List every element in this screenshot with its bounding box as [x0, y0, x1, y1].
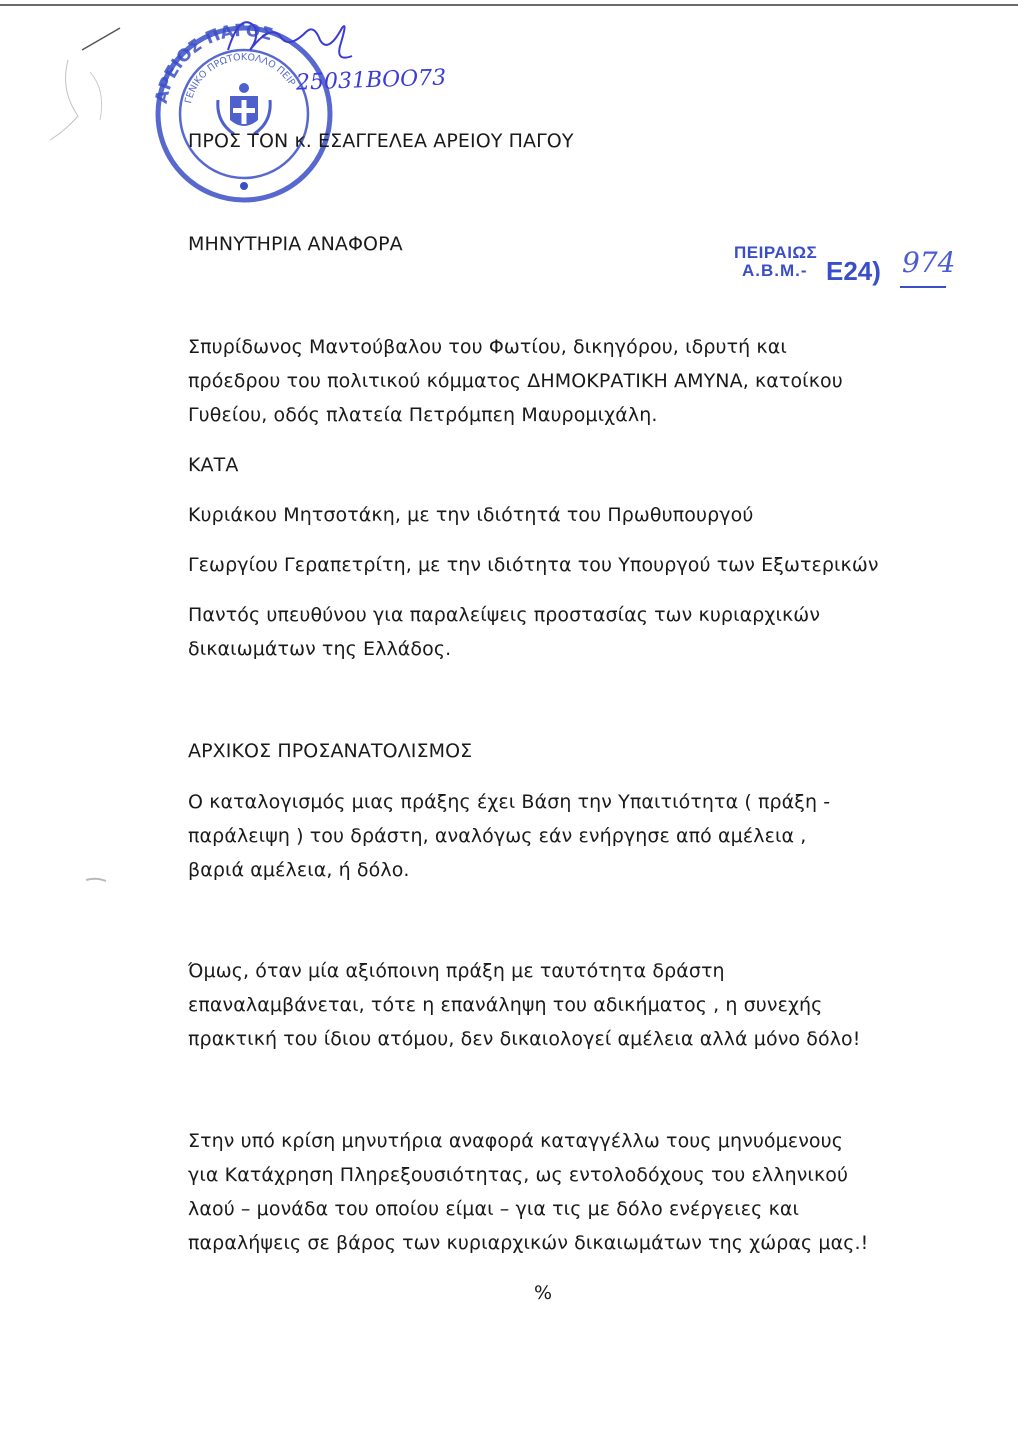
defendant-3-line: Παντός υπευθύνου για παραλείψεις προστασίας των κυριαρχικών	[188, 604, 821, 626]
paragraph-3-line: λαού – μονάδα του οποίου είμαι – για τις με δόλο ενέργειες και	[188, 1198, 800, 1220]
paragraph-1-line: παράλειψη ) του δράστη, αναλόγως εάν ενήργησε από αμέλεια ,	[188, 825, 807, 847]
signature-icon	[210, 6, 360, 76]
complainant-line: Σπυρίδωνος Μαντούβαλου του Φωτίου, δικηγόρου, ιδρυτή και	[188, 336, 787, 358]
paragraph-1-line: βαριά αμέλεια, ή δόλο.	[188, 859, 410, 881]
seal-inner-text: ΓΕΝΙΚΟ ΠΡΩΤΟΚΟΛΛΟ ΠΕΙΡ	[183, 51, 298, 105]
registry-underline	[900, 286, 946, 288]
paragraph-3-line: Στην υπό κρίση μηνυτήρια αναφορά καταγγέλλω τους μηνυόμενους	[188, 1130, 843, 1152]
registry-code: Ε24)	[826, 256, 881, 286]
addressee-line: ΠΡΟΣ ΤΟΝ κ. ΕΣΑΓΓΕΛΕΑ ΑΡΕΙΟΥ ΠΑΓΟΥ	[188, 130, 574, 152]
defendant-3-line: δικαιωμάτων της Ελλάδος.	[188, 638, 452, 660]
registry-stamp	[734, 243, 956, 286]
paragraph-3-line: παραλήψεις σε βάρος των κυριαρχικών δικαιωμάτων της χώρας μας.!	[188, 1232, 869, 1254]
paragraph-2-line: επαναλαμβάνεται, τότε η επανάληψη του αδικήματος , η συνεχής	[188, 994, 823, 1016]
section-heading: ΑΡΧΙΚΟΣ ΠΡΟΣΑΝΑΤΟΛΙΣΜΟΣ	[188, 740, 473, 762]
registry-label: Α.Β.Μ.-	[742, 261, 808, 280]
protocol-handwritten-number: 25031ΒΟΟ73	[295, 65, 447, 96]
top-border-line	[0, 4, 1018, 6]
complainant-line: πρόεδρου του πολιτικού κόμματος ΔΗΜΟΚΡΑΤΙΚΗ ΑΜΥΝΑ, κατοίκου	[188, 370, 843, 392]
footer-mark: %	[534, 1282, 553, 1304]
registry-handwritten-number: 974	[902, 246, 956, 279]
paragraph-1-line: Ο καταλογισμός μιας πράξης έχει Βάση την Υπαιτιότητα ( πράξη -	[188, 791, 831, 813]
paragraph-2-line: πρακτική του ίδιου ατόμου, δεν δικαιολογεί αμέλεια αλλά μόνο δόλο!	[188, 1028, 861, 1050]
defendant-2: Γεωργίου Γεραπετρίτη, με την ιδιότητα του Υπουργού των Εξωτερικών	[188, 554, 879, 576]
seal-outer-text: ΑΡΕΙΟΣ ΠΑΓΟΣ	[151, 20, 275, 106]
ink-smudge-icon	[84, 876, 108, 884]
paragraph-2-line: Όμως, όταν μία αξιόποινη πράξη με ταυτότητα δράστη	[188, 960, 725, 982]
complainant-line: Γυθείου, οδός πλατεία Πετρόμπεη Μαυρομιχάλη.	[188, 404, 658, 426]
defendant-1: Κυριάκου Μητσοτάκη, με την ιδιότητά του Πρωθυπουργού	[188, 504, 754, 526]
against-heading: ΚΑΤΑ	[188, 454, 239, 476]
document-title: ΜΗΝΥΤΗΡΙΑ ΑΝΑΦΟΡΑ	[188, 233, 403, 255]
registry-city: ΠΕΙΡΑΙΩΣ	[734, 243, 818, 262]
paragraph-3-line: για Κατάχρηση Πληρεξουσιότητας, ως εντολοδόχους του ελληνικού	[188, 1164, 849, 1186]
margin-scribble-icon	[20, 20, 140, 170]
